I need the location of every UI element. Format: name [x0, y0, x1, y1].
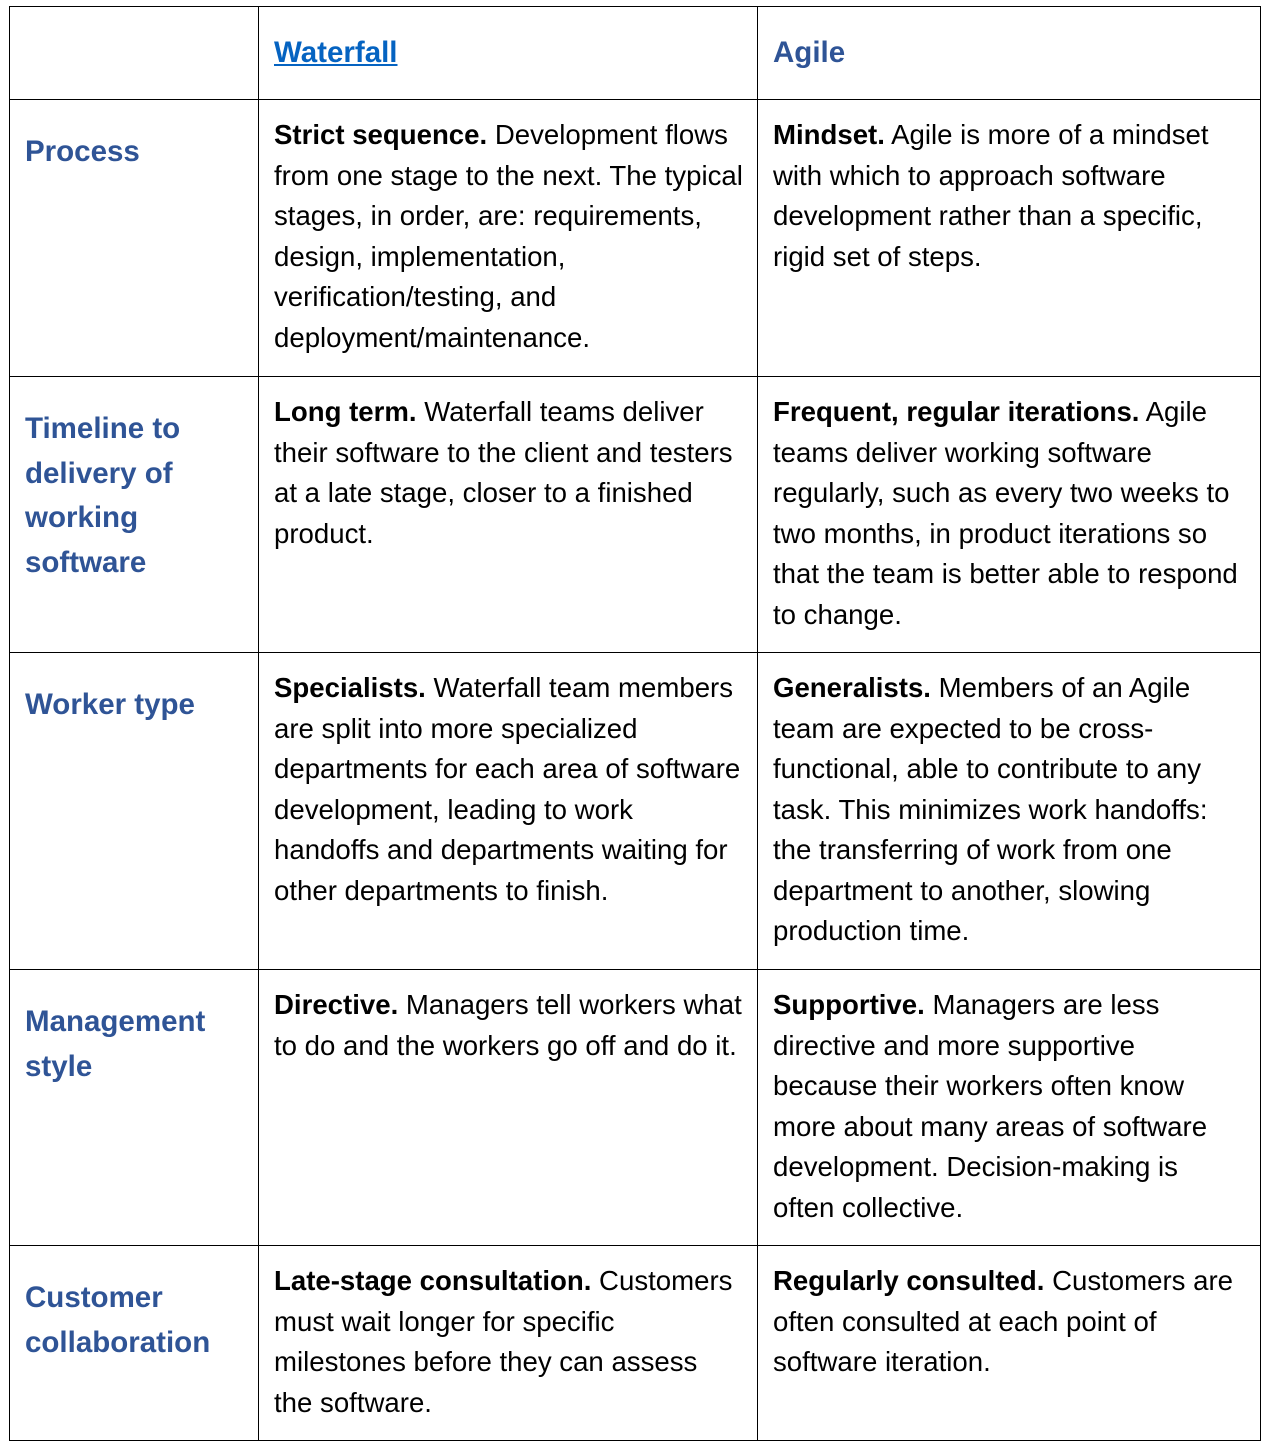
- agile-cell: [758, 377, 1261, 653]
- header-row: [10, 7, 1261, 100]
- waterfall-lead: Late-stage consultation.: [274, 1265, 592, 1296]
- waterfall-lead: Directive.: [274, 989, 399, 1020]
- row-label: Customer collaboration: [10, 1246, 259, 1441]
- header-corner-cell: [10, 7, 259, 100]
- agile-text: Agile teams deliver working software regularly, such as every two weeks to two months, in product iterations so that the team is better able to respond to change.: [773, 396, 1238, 630]
- waterfall-cell: [259, 970, 758, 1246]
- waterfall-lead: Long term.: [274, 396, 417, 427]
- agile-cell: [758, 653, 1261, 970]
- agile-heading: Agile: [773, 35, 846, 69]
- table-row: [10, 653, 1261, 970]
- header-agile-cell: [758, 7, 1261, 100]
- waterfall-text: Customers must wait longer for specific milestones before they can assess the software.: [274, 1265, 733, 1418]
- agile-lead: Supportive.: [773, 989, 925, 1020]
- agile-cell: [758, 970, 1261, 1246]
- agile-text: Managers are less directive and more supportive because their workers often know more about many areas of software development. Decision-making is often collective.: [773, 989, 1208, 1223]
- agile-cell: [758, 100, 1261, 377]
- waterfall-text: Waterfall team members are split into more specialized departments for each area of software development, leading to work handoffs and departments waiting for other departments to finish.: [274, 672, 741, 906]
- waterfall-text: Development flows from one stage to the next. The typical stages, in order, are: requirements, design, implementation, verification/testing, and deployment/maintenance.: [274, 119, 743, 353]
- table-row: [10, 377, 1261, 653]
- waterfall-cell: [259, 1246, 758, 1441]
- waterfall-text: Managers tell workers what to do and the workers go off and do it.: [274, 989, 742, 1061]
- row-label: Process: [10, 100, 259, 377]
- agile-text: Agile is more of a mindset with which to approach software development rather than a specific, rigid set of steps.: [773, 119, 1209, 272]
- waterfall-link[interactable]: Waterfall: [274, 35, 398, 69]
- agile-cell: [758, 1246, 1261, 1441]
- comparison-table: [9, 6, 1261, 1441]
- waterfall-cell: [259, 100, 758, 377]
- waterfall-lead: Specialists.: [274, 672, 426, 703]
- table-row: [10, 1246, 1261, 1441]
- agile-lead: Generalists.: [773, 672, 931, 703]
- table-row: [10, 970, 1261, 1246]
- waterfall-cell: [259, 377, 758, 653]
- agile-lead: Mindset.: [773, 119, 885, 150]
- waterfall-lead: Strict sequence.: [274, 119, 488, 150]
- agile-text: Customers are often consulted at each point of software iteration.: [773, 1265, 1234, 1377]
- waterfall-text: Waterfall teams deliver their software to the client and testers at a late stage, closer to a finished product.: [274, 396, 733, 549]
- agile-lead: Regularly consulted.: [773, 1265, 1045, 1296]
- row-label: Worker type: [10, 653, 259, 970]
- table-row: [10, 100, 1261, 377]
- agile-lead: Frequent, regular iterations.: [773, 396, 1140, 427]
- agile-text: Members of an Agile team are expected to be cross-functional, able to contribute to any task. This minimizes work handoffs: the transferring of work from one department to another, slowing production time.: [773, 672, 1208, 946]
- header-waterfall-cell: [259, 7, 758, 100]
- row-label: Timeline to delivery of working software: [10, 377, 259, 653]
- waterfall-cell: [259, 653, 758, 970]
- row-label: Management style: [10, 970, 259, 1246]
